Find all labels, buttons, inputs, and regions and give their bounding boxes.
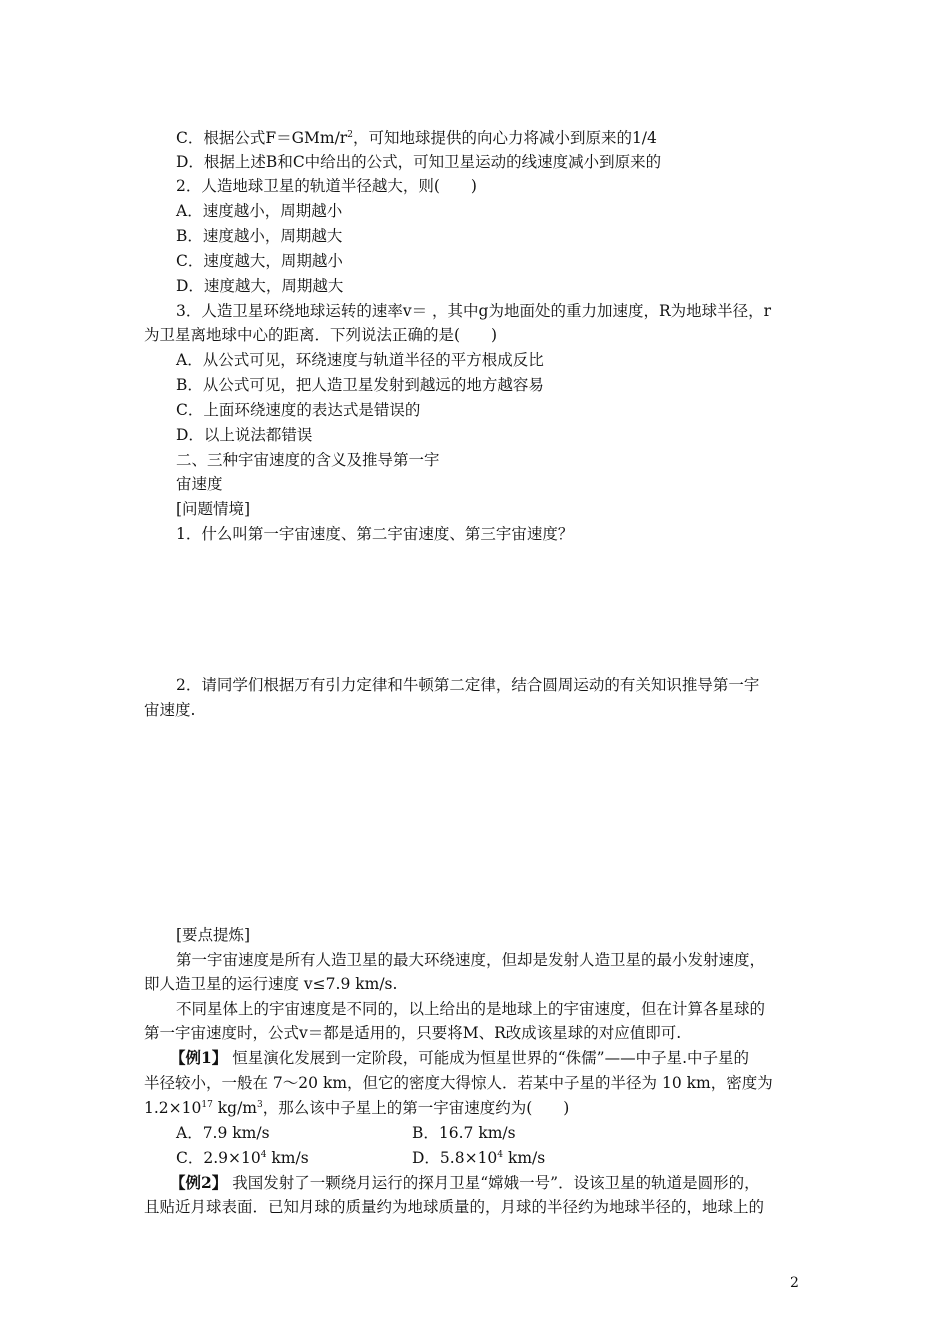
q1-option-c: C．根据公式$F=GMm/r^2$，可知地球提供的向心力将减小到原来的1/4: [176, 129, 657, 147]
example1-option-b: B．16.7 km/s: [412, 1124, 516, 1142]
q1-option-d: D．根据上述B和C中给出的公式，可知卫星运动的线速度减小到原来的: [176, 153, 662, 171]
q2-option-d: D．速度越大，周期越大: [176, 277, 344, 295]
situation-item-1: 1．什么叫第一宇宙速度、第二宇宙速度、第三宇宙速度？: [176, 525, 574, 543]
example1-line3: $1.2\times 10^{17}$ $kg/m^3$，那么该中子星上的第一宇宙速度约为( ): [144, 1099, 570, 1117]
q3-stem-line1: 3．人造卫星环绕地球运转的速率v＝ ，其中g为地面处的重力加速度，R为地球半径，r: [176, 302, 772, 320]
q2-option-b: B．速度越小，周期越大: [176, 227, 343, 245]
q3-option-b: B．从公式可见，把人造卫星发射到越远的地方越容易: [176, 376, 544, 394]
example2-line1: 【例2】 我国发射了一颗绕月运行的探月卫星“嫦娥一号”．设该卫星的轨道是圆形的，: [170, 1173, 760, 1192]
situation-label: [问题情境]: [176, 500, 251, 518]
situation-item-2: 2．请同学们根据万有引力定律和牛顿第二定律，结合圆周运动的有关知识推导第一宇: [176, 676, 760, 694]
key-point-2: 不同星体上的宇宙速度是不同的，以上给出的是地球上的宇宙速度，但在计算各星球的: [176, 1000, 766, 1018]
example1-option-a: A．7.9 km/s: [176, 1124, 270, 1142]
q3-option-d: D．以上说法都错误: [176, 426, 313, 444]
example2-line2: 且贴近月球表面．已知月球的质量约为地球质量的，月球的半径约为地球半径的，地球上的: [144, 1198, 765, 1216]
q2-stem: 2．人造地球卫星的轨道半径越大，则( ): [176, 177, 477, 195]
q3-stem-line2: 为卫星离地球中心的距离．下列说法正确的是( ): [144, 326, 498, 344]
example1-options-row2: [176, 1148, 676, 1168]
q2-option-c: C．速度越大，周期越小: [176, 252, 343, 270]
example1-tag: 【例1】: [170, 1048, 228, 1067]
situation-item-2-cont: 宙速度.: [144, 701, 196, 719]
example2-tag: 【例2】: [170, 1173, 228, 1192]
key-points-label: [要点提炼]: [176, 926, 251, 944]
key-point-1-cont: 即人造卫星的运行速度 v≤7.9 km/s.: [144, 975, 398, 993]
q2-option-a: A．速度越小，周期越小: [176, 202, 343, 220]
key-point-2-cont: 第一宇宙速度时，公式v＝都是适用的，只要将M、R改成该星球的对应值即可.: [144, 1024, 682, 1042]
section2-heading-cont: 宙速度: [176, 475, 223, 493]
section2-heading: 二、三种宇宙速度的含义及推导第一宇: [176, 451, 440, 469]
key-point-1: 第一宇宙速度是所有人造卫星的最大环绕速度，但却是发射人造卫星的最小发射速度，: [176, 951, 766, 969]
example1-option-d: D．$5.8\times 10^4$ km/s: [412, 1149, 546, 1167]
page-number: 2: [790, 1275, 799, 1291]
example1-options-row1: [176, 1123, 676, 1143]
q3-option-a: A．从公式可见，环绕速度与轨道半径的平方根成反比: [176, 351, 544, 369]
q3-option-c: C．上面环绕速度的表达式是错误的: [176, 401, 421, 419]
example1-line2: 半径较小，一般在 7～20 km，但它的密度大得惊人．若某中子星的半径为 10 km，密度为: [144, 1074, 773, 1092]
example1-option-c: C．$2.9\times 10^4$ km/s: [176, 1149, 309, 1167]
example1-line1: 【例1】 恒星演化发展到一定阶段，可能成为恒星世界的“侏儒”——中子星.中子星的: [170, 1048, 750, 1067]
